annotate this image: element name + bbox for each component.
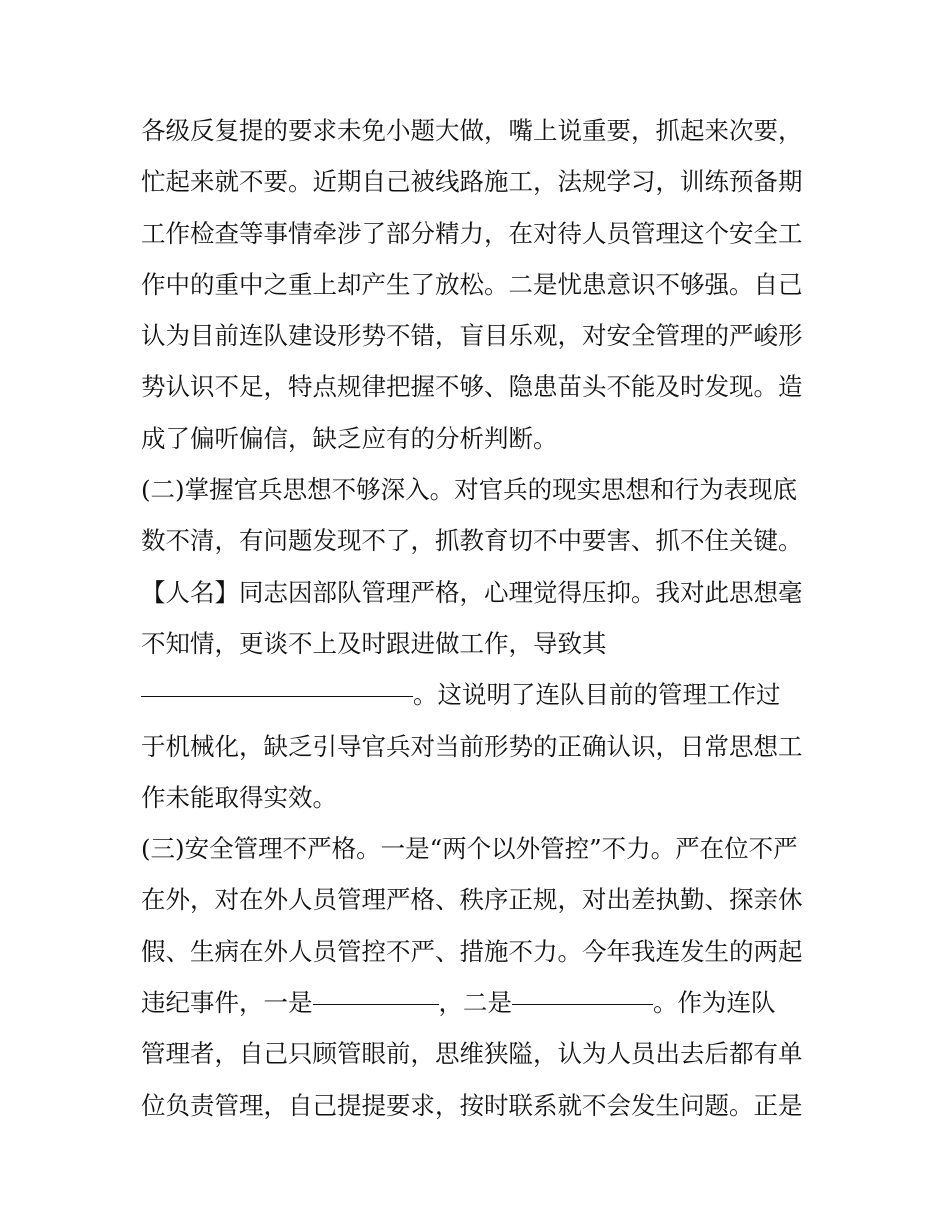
text-line: 管理者，自己只顾管眼前，思维狭隘，认为人员出去后都有单 xyxy=(141,1039,803,1069)
text-line: 作未能取得实效。 xyxy=(141,782,337,812)
body-text xyxy=(141,105,821,1131)
text-line: 认为目前连队建设形势不错，盲目乐观，对安全管理的严峻形 xyxy=(141,321,803,351)
text-line: 忙起来就不要。近期自己被线路施工，法规学习，训练预备期 xyxy=(141,167,803,197)
text-after-blank: 。这说明了连队目前的管理工作过 xyxy=(413,680,781,710)
fill-blank-line xyxy=(141,669,821,720)
text-between-blanks: ，二是 xyxy=(438,988,512,1018)
text-line: 势认识不足，特点规律把握不够、隐患苗头不能及时发现。造 xyxy=(141,372,803,402)
text-line: 数不清，有问题发现不了，抓教育切不中要害、抓不住关键。 xyxy=(141,526,803,556)
text-line: 不知情，更谈不上及时跟进做工作，导致其 xyxy=(141,628,607,658)
section-heading-3: (三)安全管理不严格。一是“两个以外管控”不力。严在位不严 xyxy=(141,834,798,864)
text-line: 【人名】同志因部队管理严格，心理觉得压抑。我对此思想毫 xyxy=(141,577,803,607)
text-line: 成了偏听偏信，缺乏应有的分析判断。 xyxy=(141,423,558,453)
text-before-blank: 违纪事件，一是 xyxy=(141,988,313,1018)
section-heading-2: (二)掌握官兵思想不够深入。对官兵的现实思想和行为表现底 xyxy=(141,475,798,505)
text-line: 作中的重中之重上却产生了放松。二是忧患意识不够强。自己 xyxy=(141,269,803,299)
text-after-blank: 。作为连队 xyxy=(653,988,776,1018)
text-line: 位负责管理，自己提提要求，按时联系就不会发生问题。正是 xyxy=(141,1090,803,1120)
text-line: 各级反复提的要求未免小题大做，嘴上说重要，抓起来次要， xyxy=(141,116,803,145)
blank-underline xyxy=(141,671,413,698)
blank-underline xyxy=(512,978,653,1005)
text-line: 工作检查等事情牵涉了部分精力，在对待人员管理这个安全工 xyxy=(141,218,803,248)
fill-blank-line xyxy=(141,977,821,1028)
text-line: 假、生病在外人员管控不严、措施不力。今年我连发生的两起 xyxy=(141,936,803,966)
text-line: 在外，对在外人员管理严格、秩序正规，对出差执勤、探亲休 xyxy=(141,885,803,915)
text-line: 于机械化，缺乏引导官兵对当前形势的正确认识，日常思想工 xyxy=(141,731,803,761)
blank-underline xyxy=(313,978,439,1005)
